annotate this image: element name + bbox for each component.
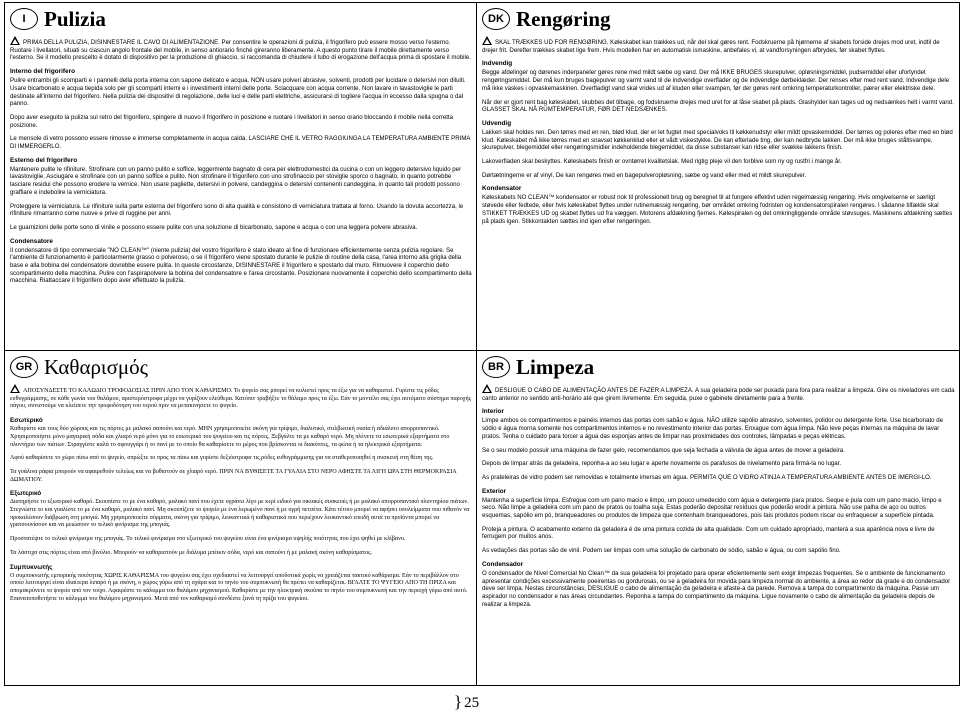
paragraph: ΑΠΟΣΥΝΔΕΣΤΕ ΤΟ ΚΑΛΩΔΙΟ ΤΡΟΦΟΔΟΣΙΑΣ ΠΡΙΝ ΑΠΟ ΤΟΝ ΚΑΘΑΡΙΣΜΟ. Το ψυγείο σας μπορεί να κυλιστεί προς τα έξω για να καθαριστεί. Γυρίστε τις ρόδες ευθυγράμμισης, σε κάθε γωνία του θαλάμου, αριστερόστροφα μέχρι να γυρίζουν ελεύθερα. Κατόπιν τραβήξτε το θάλαμο προς τα έξω. Εάν το μοντέλο σας έχει αυτόματο σύστημα παροχής πάγου, συνιστούμε να κλείσετε την τροφοδότηση του νερού πριν να μετακινήσετε το ψυγείο.: [10, 384, 472, 411]
paragraph: Le mensole di vetro possono essere rimosse e immerse completamente in acqua calda. LASCIARE CHE IL VETRO RAGGIUNGA LA TEMPERATURA AMBIENTE PRIMA DI IMMERGERLO.: [10, 135, 471, 151]
paragraph: Lakoverfladen skal beskyttes. Køleskabets finish er ovntørret kvalitetslak. Med rigtig pleje vil den forblive som ny og rustfri i mange år.: [482, 158, 842, 166]
paragraph: Proteggere la verniciatura. Le rifiniture sulla parte esterna del frigorifero sono di alta qualità e consistono di verniciatura trattata al forno. Usando la dovuta accortezza, le rifiniture rimarranno come nuove e prive di ruggine per anni.: [10, 202, 464, 218]
brace-mark: }: [454, 692, 463, 711]
warning-icon: [482, 36, 492, 45]
paragraph: Pulire entrambi gli scomparti e i pannelli della porta interna con sapone delicato e acqua. NON usare polveri abrasive, solventi, prodotti per lucidare o detersivi non diluiti. Usare bicarbonato e acqua tiepida solo per gli scomparti interni e i investimenti interni delle porte. Sciacquare con acqua corrente. Non lavare in lavastoviglie le parti destinate all'interno del frigorifero. Nella pulizia dei dispositivi di regolazione, delle luci e delle parti elettriche, assicurarsi di togliere l'acqua in eccesso dalla spugna o dal panno.: [10, 77, 466, 108]
paragraph: Τα γυάλινα ράφια μπορούν να αφαιρεθούν τελείως και να βυθιστούν σε χλιαρό νερό. ΠΡΙΝ ΝΑ ΒΥΘΙΣΕΤΕ ΤΑ ΓΥΑΛΙΑ ΣΤΟ ΝΕΡΟ ΑΦΗΣΤΕ ΤΑ ΛΙΓΗ ΩΡΑ ΣΤΗ ΘΕΡΜΟΚΡΑΣΙΑ ΔΩΜΑΤΙΟΥ.: [10, 468, 457, 483]
paragraph: Når der er gjort rent bag køleskabet, skubbes det tilbage, og fodskruerne drejes med uret for at låse skabet på plads. Glashylder kan tages ud og nedsænkes helt i varmt vand. GLASSET SKAL NÅ RUMTEMPERATUR, FØR DET NEDSÆNKES.: [482, 98, 954, 114]
paragraph: As vedações das portas são de vinil. Podem ser limpas com uma solução de carbonato de sódio, sabão e água, ou com sapólio fino.: [482, 547, 841, 555]
subheading: Indvendig: [482, 60, 513, 68]
language-badge: I: [10, 8, 38, 30]
paragraph: Køleskabets NO CLEAN™ kondensator er robust nok til professionelt brug og beregnet til at fungere effektivt uden regelmæssig rengøring. Hvis omgivelserne er særligt støvede eller fedtede, eller hvis køleskabet flyttes under rutinemæssig rengøring, bør området omkring fodristen og kondensatorspiralen rengøres. I sådanne tilfælde skal STIKKET TRÆKKES UD og skabet flyttes ud fra væggen. Motorens afdækning fjernes. Kølespiralen og det omkringliggende område støvsuges. Maskinens afdækning sættes på plads igen. Stikkontakten sættes ind igen efter rengøringen.: [482, 194, 953, 225]
paragraph: Limpe ambos os compartimentos e painéis internos das portas com sabão e água. NÃO utilize sapólio abrasivo, solventes, polidor ou detergente forte. Use bicarbonato de sódio e água morna somente nos compartimentos internos e no revestimento interior das portas. Enxague com água limpa. Não leve peças internas na máquina de lavar pratos. Tenha o cuidado para torcer a água das esponjas antes de limpar nas proximidades dos controles, lâmpadas e peças elétricas.: [482, 417, 944, 440]
subheading: Exterior: [482, 487, 507, 495]
paragraph: Αφού καθαρίσετε το χώρο πίσω από το ψυγείο, σπρώξτε το προς τα πίσω και γυρίστε δεξιόστροφα τις ρόδες ευθυγράμμισης για να σταθεροποιηθεί η συσκευή στη θέση της.: [10, 455, 434, 462]
subheading: Interno del frigorifero: [10, 68, 75, 76]
paragraph: O condensador de Nível Comercial No Clean™ da sua geladeira foi projetado para operar eficientemente sem exigir limpezas frequentes. Se o ambiente de funcionamento apresentar condições excessivamente poeirentas ou gordurosas, ou se a geladeira for movida para limpeza normal do ambiente, a área ao redor da grade e do condensador deve ser limpa. Nestas circunstâncias, DESLIGUE o cabo de alimentação da geladeira e afaste-a da parede. Remova a tampa do compartimento da máquina. Passe um aspirador no condensador e nas áreas circundantes. Reponha a tampa do compartimento da máquina. Ligue novamente o cabo de alimentação da geladeira depois de realizar a limpeza.: [482, 569, 951, 608]
horizontal-divider: [4, 350, 960, 351]
paragraph: Καθαρίστε και τους δύο χώρους και τις πόρτες με μαλακό σαπούνι και νερό. ΜΗΝ χρησιμοποιείτε σκόνη για τρίψιμο, διαλυτικό, στιλβωτική ουσία ή αδιάλυτο απορρυπαντικό. Χρησιμοποιήστε μόνο μαγειρική σόδα και χλιαρό νερό μόνο για το εσωτερικό του ψυγείου και τις πόρτες. Ξεβγάλτε τα με καθαρό νερό. Μη πλένετε τα εσωτερικά εξαρτήματα στο πλυντήριο των πιάτων. Στραγγίστε καλά το σφουγγάρι ή το πανί με το οποίο θα καθαρίσετε το μέρος που βρίσκονται οι διακόπτες, τα φώτα ή τα ηλεκτρικά εξαρτήματα.: [10, 426, 450, 448]
section-header: [482, 354, 956, 380]
paragraph: Le guarnizioni delle porte sono di vinile e possono essere pulite con una soluzione di bicarbonato, sapone e acqua o con una leggera polvere abrasiva.: [10, 223, 418, 231]
paragraph: Depois de limpar atrás da geladeira, reponha-a ao seu lugar e aperte novamente os parafusos de nivelamento para firmá-la no lugar.: [482, 460, 842, 468]
warning-icon: [10, 36, 20, 45]
subheading: Esterno del frigorifero: [10, 156, 78, 164]
vertical-divider: [476, 2, 477, 686]
subheading: Συμπυκνωτής: [10, 563, 53, 571]
paragraph: Dørtætningerne er af vinyl. De kan rengøres med en bagepulveropløsning, sæbe og vand eller med et mildt skurepulver.: [482, 171, 807, 179]
section-title: Pulizia: [44, 6, 106, 31]
section-italian: [10, 6, 472, 346]
paragraph: Begge afdelinger og dørenes inderpaneler gøres rene med mildt sæbe og vand. Der må IKKE BRUGES skurepulver, opløsningsmiddel, pudsemiddel eller ufortyndet rengøringsmiddel. Der må kun bruges bagepulver og varmt vand til de indvendige overflader og de indvendige dørbeklæder. Der renses efter med rent vand. Indvendige dele må ikke vaskes i opvaskemaskinen. Overfladigt vand skal vrides ud af kluden eller svampen, før der gøres rent omkring temperaturkontroller, pærer eller elektriske dele.: [482, 69, 950, 92]
section-title: Limpeza: [516, 354, 595, 379]
subheading: Kondensator: [482, 185, 522, 193]
subheading: Udvendig: [482, 119, 512, 127]
paragraph: Προστατέψτε το τελικό φινίρισμα της μπογιάς. Το τελικό φινίρισμα στο εξωτερικό του ψυγείου είναι ένα φινίρισμα υψηλής ποιότητας που έχει ψηθεί με κλίβανο.: [10, 536, 406, 543]
paragraph: PRIMA DELLA PULIZIA, DISINNESTARE IL CAVO DI ALIMENTAZIONE. Per consentire le operazioni di pulizia, il frigorifero può essere mosso verso l'esterno. Ruotare i livellatori, situati su ciascun angolo frontale del mobile, in senso antiorario finché gireranno liberamente. A questo punto tirare il mobile direttamente verso l'esterno. Se il modello prescelto è dotato di dispositivo per la produzione di ghiaccio, si raccomanda di chiudere il tubo di erogazione dell'acqua prima di spostare il mobile.: [10, 36, 472, 62]
paragraph: Διατηρήστε το εξωτερικό καθαρό. Σκουπίστε το με ένα καθαρό, μαλακό πανί που έχετε υγράνει λίγο με κερί ειδικό για οικιακές συσκευές ή με μαλακό απορρυπαντικό πλυντηρίου πιάτων. Στεγνώστε το και γυαλίστε το με ένα καθαρό, μαλακό πανί. Μη σκουπίζετε το ψυγείο με ένα λερωμένο πανί ή με υγρή πετσέτα. Κάτι τέτοιο μπορεί να αφήσει υπολείμματα που πιθανόν να προκαλέσουν διάβρωση στη μπογιά. Μη χρησιμοποιείτε σύρματα, σκόνη για τρίψιμο, λευκαντικά ή καθαριστικά που περιέχουν λευκαντικό επειδή αυτά τα προϊόντα μπορεί να γρατσουνίσουν και να μειώσουν το τελικό φινίρισμα της μπογιάς.: [10, 499, 470, 529]
language-badge: BR: [482, 356, 510, 378]
section-danish: [482, 6, 956, 346]
subheading: Εσωτερικό: [10, 417, 43, 425]
page-number: } 25: [454, 692, 480, 711]
warning-icon: [482, 384, 492, 393]
paragraph: Τα λάστιχα στις πόρτες είναι από βινύλιο. Μπορούν να καθαριστούν με διάλυμα μπέικιν σόδα, νερό και σαπούνι ή με μαλακή σκόνη καθαρίσματος.: [10, 549, 373, 556]
paragraph: SKAL TRÆKKES UD FOR RENGØRING. Køleskabet kan trækkes ud, når del skal gøres rent. Fodskruerne på hjørnerne af skabets forside drejes mod uret, indtil de drejer frit. Derefter trækkes skabet lige frem. Hvis modellen har en automatisk ismaskine, anbefales vi, at vandforsyningen afbrydes, før skabet flyttes.: [482, 36, 956, 54]
paragraph: Mantenere pulite le rifiniture. Strofinare con un panno pulito e soffice, leggermente bagnato di cera per elettrodomestici da cucina o con un leggero detersivo liquido per lavastoviglie. Asciugare e strofinare con un panno soffice e pulito. Non strofinare il frigorifero con uno strofinaccio per stoviglie sporco o bagnato, in quanto potrebbe lasciare residui che possono erodere la vernice. Non usare pagliette, detersivi in polvere, candeggina o detersivi contenenti candeggina, in quanto tali prodotti possono graffiare e indebolire la verniciatura.: [10, 165, 462, 196]
paragraph: Proteja a pintura. O acabamento externo da geladeira é de uma pintura cozida de alta qualidade. Com um cuidado apropriado, manterá a sua aparência nova e livre de ferrugem por muitos anos.: [482, 525, 935, 541]
subheading: Interior: [482, 408, 505, 416]
paragraph: Il condensatore di tipo commerciale "NO CLEAN™" (niente pulizia) del vostro frigorifero è stato ideato al fine di funzionare efficientemente senza pulizia regolare. Se l'ambiente di funzionamento è particolarmente grasso o polveroso, o se il frigorifero viene spostato durante le pulizie di routine della casa, l'area intorno alla griglia della base e alla bobina del condensatore dovrebbe essere pulita. In queste circostanze, DISINNESTARE il frigorifero e spostarlo dal muro. Rimuovere il coperchio dello scompartimento della macchina. Pulire con l'aspirapolvere la bobina del condensatore e l'area circostante. Posizionare nuovamente il coperchio dello scompartimento della macchina. Riattaccare il frigorifero dopo aver effettuato la pulizia.: [10, 246, 472, 285]
language-badge: DK: [482, 8, 510, 30]
paragraph: Dopo aver eseguito la pulizia sul retro del frigorifero, spingere di nuovo il frigorifero in posizione e ruotare i livellatori in senso orario bloccando il mobile nella corretta posizione.: [10, 113, 454, 129]
paragraph: Mantenha a superfície limpa. Esfregue com um pano macio e limpo, um pouco umedecido com água e detergente para pratos. Seque e pula com um pano macio, limpo e seco. Não limpe a geladeira com um pano de pratos ou toalha suja. Estas poderão depositar resíduos que poderão erodir a pintura. Não use palha de aço ou outros esquemas, sapólio em pó, branqueadores ou produtos de limpeza que contenham branqueadores, pois tais produtos podem riscar ou enfraquecer a superfície pintada.: [482, 496, 942, 520]
section-title: Rengøring: [516, 6, 611, 31]
paragraph: Lakken skal holdes ren. Den tørres med en ren, blød klud, der er let fugtet med specialvoks til køkkenudstyr eller mildt opvaskemiddel. Der tørres og poleres efter med en blød klud. Køleskabet må ikke tørres med en snavset køkkenklud eller et vådt viskestykke. De kan efterlade ting, der kan nedbryde lakken. Der må ikke bruges ståltsvampe, skurepulver, blegemiddel eller rengøringsmidler indeholdende blegemiddel, da disse substanser kan ridse eller svække lakkens finish.: [482, 128, 953, 152]
section-portuguese: [482, 354, 956, 684]
subheading: Εξωτερικό: [10, 490, 42, 498]
language-badge: GR: [10, 356, 38, 378]
subheading: Condensador: [482, 560, 524, 568]
paragraph: DESLIGUE O CABO DE ALIMENTAÇÃO ANTES DE FAZER A LIMPEZA. A sua geladeira pode ser puxada para fora para realizar a limpeza. Gire os niveladores em cada canto anterior no sentido anti-horário até que girem livremente. Em seguida, puxe o gabinete diretamente para a frente.: [482, 384, 956, 402]
section-greek: [10, 354, 472, 684]
section-header: [482, 6, 956, 32]
section-title: Καθαρισμός: [44, 354, 148, 379]
warning-icon: [10, 384, 20, 393]
paragraph: Se o seu modelo possuir uma máquina de fazer gelo, recomendamos que seja fechada a válvula de água antes de mover a geladeira.: [482, 446, 845, 454]
section-header: [10, 354, 472, 380]
section-header: [10, 6, 472, 32]
paragraph: Ο συμπυκνωτής εμπορικής ποιότητας ΧΩΡΙΣ ΚΑΘΑΡΙΣΜΑ του ψυγείου σας έχει σχεδιαστεί να λειτουργεί αποδοτικά χωρίς να χρειάζεται τακτικό καθάρισμα. Εάν το περιβάλλον στο οποίο λειτουργεί είναι ιδιαίτερα λιπαρό ή με σκόνη, ο χώρος γύρω από τη σχάρα και το πηνίο του συμπυκνωτή θα πρέπει να καθαρίζεται. ΒΓΑΛΤΕ ΤΟ ΨΥΓΕΙΟ ΑΠΟ ΤΗ ΠΡΙΖΑ και απομακρύνετε το ψυγείο από τον τοίχο. Αφαιρέστε το κάλυμμα του θαλάμου μηχανισμού. Καθαρίστε με την ηλεκτρική σκούπα το πηνίο του συμπυκνωτή και την περιοχή γύρω από αυτό. Επανατοποθετήστε το κάλυμμα του θαλάμου μηχανισμού. Μετά από τον καθαρισμό συνδέστε ξανά τη πρίζα του ψυγείου.: [10, 572, 468, 602]
paragraph: As prateleiras de vidro podem ser removidas e totalmente imersas em água. PERMITA QUE O VIDRO ATINJA A TEMPERATURA AMBIENTE ANTES DE IMERGI-LO.: [482, 473, 932, 481]
subheading: Condensatore: [10, 237, 53, 245]
